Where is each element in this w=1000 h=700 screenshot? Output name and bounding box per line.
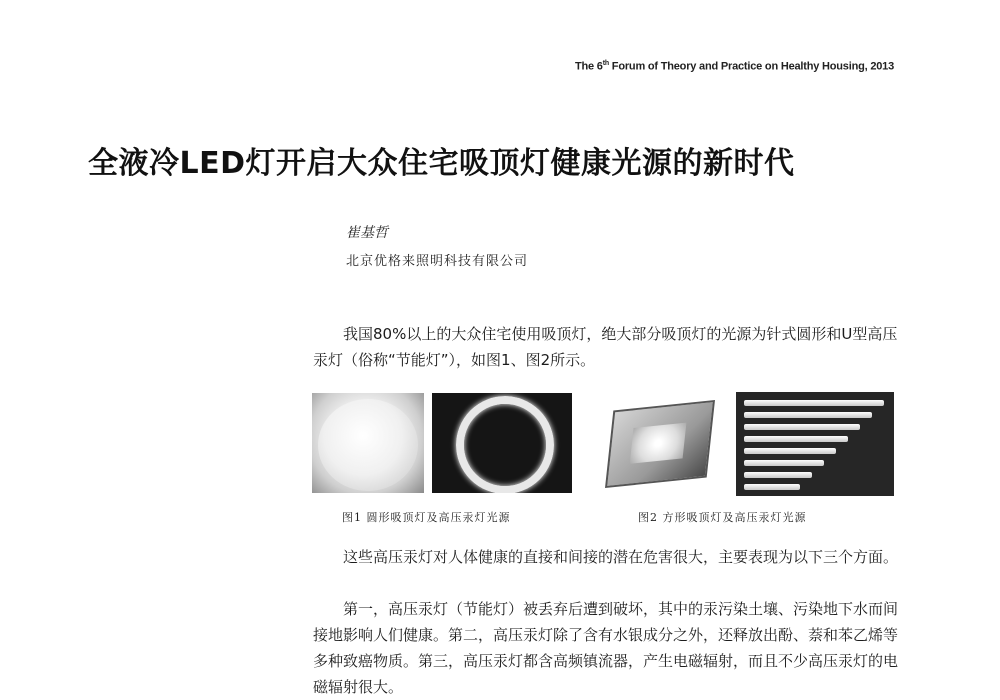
running-header: The 6th Forum of Theory and Practice on Healthy Housing, 2013 — [575, 60, 894, 73]
photo-circular-tube-lamp — [432, 393, 572, 493]
paragraph-intro: 我国80%以上的大众住宅使用吸顶灯，绝大部分吸顶灯的光源为针式圆形和U型高压汞灯（俗称“节能灯”），如图1、图2所示。 — [313, 325, 898, 369]
figure-1-caption: 图1 圆形吸顶灯及高压汞灯光源 — [342, 511, 511, 524]
author-name: 崔基哲 — [346, 225, 388, 241]
photo-u-shaped-tube-lamps — [736, 392, 894, 496]
paragraph-hazards: 这些高压汞灯对人体健康的直接和间接的潜在危害很大，主要表现为以下三个方面。 — [343, 548, 899, 566]
author-affiliation: 北京优格来照明科技有限公司 — [346, 254, 529, 269]
paragraph-details: 第一，高压汞灯（节能灯）被丢弃后遭到破坏，其中的汞污染土壤、污染地下水而间接地影响人们健康。第二，高压汞灯除了含有水银成分之外，还释放出酚、萘和苯乙烯等多种致癌物质。第三，高压汞灯都含高频镇流器，产生电磁辐射，而且不少高压汞灯的电磁辐射很大。 — [313, 600, 899, 696]
figure-2-caption: 图2 方形吸顶灯及高压汞灯光源 — [638, 511, 807, 524]
photo-round-ceiling-lamp — [312, 393, 424, 493]
photo-square-ceiling-lamp — [592, 395, 722, 497]
paper-title: 全液冷LED灯开启大众住宅吸顶灯健康光源的新时代 — [88, 146, 795, 181]
